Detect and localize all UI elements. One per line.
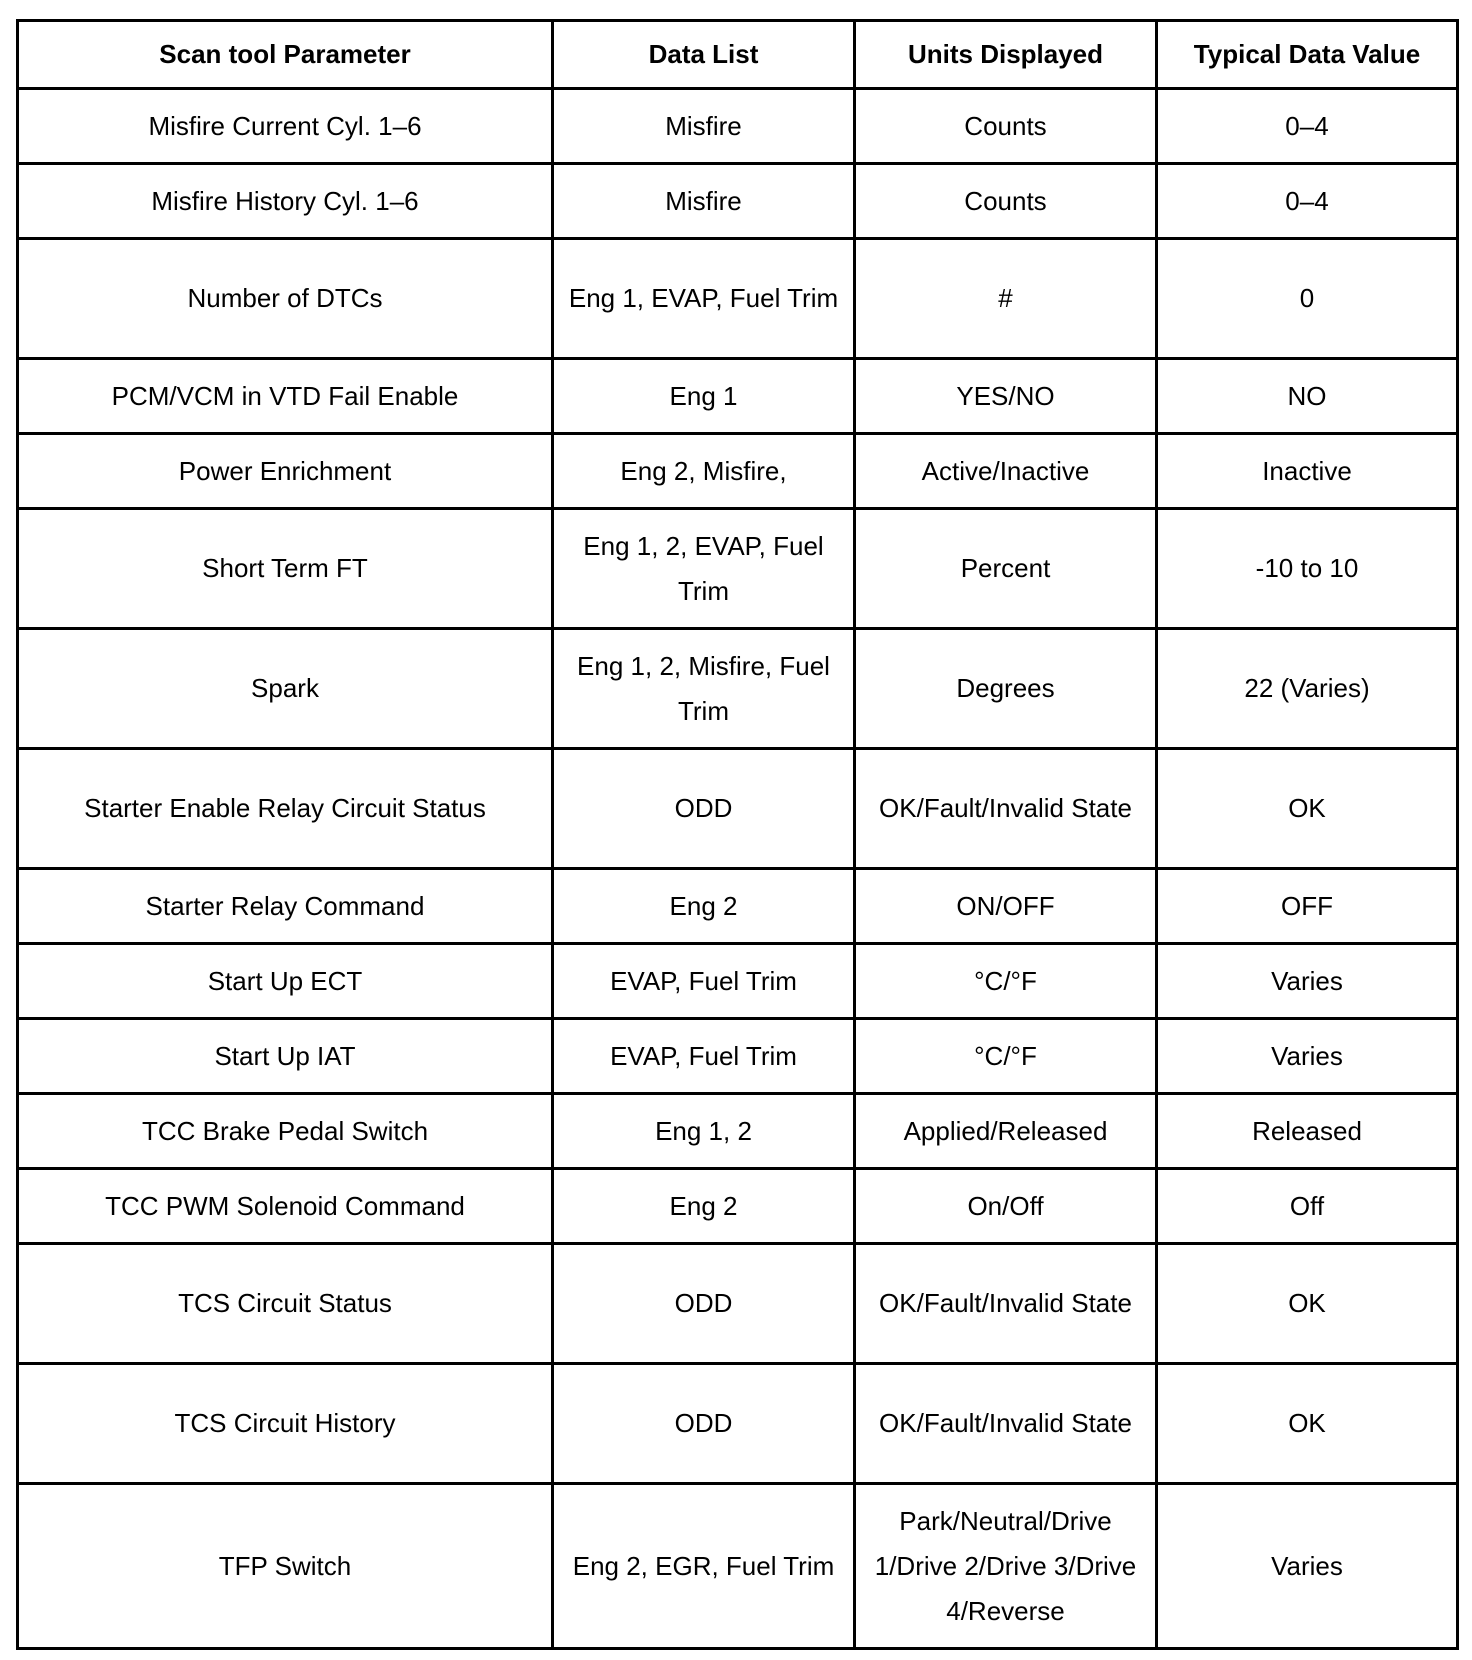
table-row <box>18 1169 1458 1244</box>
cell-parameter: Misfire Current Cyl. 1–6 <box>18 89 553 164</box>
header-scan-tool-parameter: Scan tool Parameter <box>18 21 553 89</box>
cell-units: Percent <box>855 509 1157 629</box>
table-row <box>18 629 1458 749</box>
cell-data-list: Eng 2 <box>553 1169 855 1244</box>
table-row <box>18 359 1458 434</box>
cell-typical-value: OFF <box>1157 869 1458 944</box>
cell-parameter: Start Up IAT <box>18 1019 553 1094</box>
cell-typical-value: Varies <box>1157 1019 1458 1094</box>
cell-typical-value: Varies <box>1157 1484 1458 1649</box>
table-row <box>18 509 1458 629</box>
cell-data-list: Misfire <box>553 89 855 164</box>
cell-data-list: EVAP, Fuel Trim <box>553 944 855 1019</box>
cell-typical-value: NO <box>1157 359 1458 434</box>
table-row <box>18 89 1458 164</box>
cell-parameter: TCS Circuit History <box>18 1364 553 1484</box>
cell-units: °C/°F <box>855 1019 1157 1094</box>
cell-typical-value: Released <box>1157 1094 1458 1169</box>
cell-data-list: Eng 2, EGR, Fuel Trim <box>553 1484 855 1649</box>
cell-parameter: Power Enrichment <box>18 434 553 509</box>
cell-units: OK/Fault/Invalid State <box>855 1364 1157 1484</box>
cell-parameter: TCC PWM Solenoid Command <box>18 1169 553 1244</box>
header-typical-data-value: Typical Data Value <box>1157 21 1458 89</box>
cell-typical-value: -10 to 10 <box>1157 509 1458 629</box>
cell-typical-value: 22 (Varies) <box>1157 629 1458 749</box>
cell-typical-value: 0–4 <box>1157 89 1458 164</box>
cell-typical-value: 0 <box>1157 239 1458 359</box>
cell-units: °C/°F <box>855 944 1157 1019</box>
cell-data-list: Misfire <box>553 164 855 239</box>
cell-typical-value: Varies <box>1157 944 1458 1019</box>
cell-parameter: Short Term FT <box>18 509 553 629</box>
cell-units: OK/Fault/Invalid State <box>855 749 1157 869</box>
cell-typical-value: OK <box>1157 749 1458 869</box>
table-row <box>18 1244 1458 1364</box>
cell-units: ON/OFF <box>855 869 1157 944</box>
cell-typical-value: 0–4 <box>1157 164 1458 239</box>
cell-units: YES/NO <box>855 359 1157 434</box>
cell-data-list: EVAP, Fuel Trim <box>553 1019 855 1094</box>
table-row <box>18 239 1458 359</box>
cell-parameter: Start Up ECT <box>18 944 553 1019</box>
cell-data-list: Eng 1, 2, Misfire, Fuel Trim <box>553 629 855 749</box>
header-data-list: Data List <box>553 21 855 89</box>
cell-parameter: PCM/VCM in VTD Fail Enable <box>18 359 553 434</box>
cell-data-list: ODD <box>553 1364 855 1484</box>
cell-parameter: Starter Enable Relay Circuit Status <box>18 749 553 869</box>
scan-tool-data-table <box>16 19 1459 1650</box>
cell-units: Counts <box>855 164 1157 239</box>
cell-data-list: Eng 1 <box>553 359 855 434</box>
cell-parameter: Spark <box>18 629 553 749</box>
cell-units: Applied/Released <box>855 1094 1157 1169</box>
table-row <box>18 1364 1458 1484</box>
header-row <box>18 21 1458 89</box>
cell-data-list: Eng 2 <box>553 869 855 944</box>
cell-data-list: Eng 1, EVAP, Fuel Trim <box>553 239 855 359</box>
cell-parameter: Misfire History Cyl. 1–6 <box>18 164 553 239</box>
table-row <box>18 164 1458 239</box>
cell-typical-value: OK <box>1157 1244 1458 1364</box>
cell-data-list: Eng 1, 2 <box>553 1094 855 1169</box>
cell-data-list: Eng 2, Misfire, <box>553 434 855 509</box>
header-units-displayed: Units Displayed <box>855 21 1157 89</box>
cell-units: On/Off <box>855 1169 1157 1244</box>
cell-parameter: TCS Circuit Status <box>18 1244 553 1364</box>
table-row <box>18 869 1458 944</box>
cell-typical-value: OK <box>1157 1364 1458 1484</box>
table-row <box>18 944 1458 1019</box>
cell-typical-value: Off <box>1157 1169 1458 1244</box>
cell-data-list: ODD <box>553 749 855 869</box>
cell-units: Active/Inactive <box>855 434 1157 509</box>
table-row <box>18 1484 1458 1649</box>
table-row <box>18 749 1458 869</box>
cell-units: Counts <box>855 89 1157 164</box>
cell-typical-value: Inactive <box>1157 434 1458 509</box>
cell-units: Park/Neutral/Drive 1/Drive 2/Drive 3/Drive 4/Reverse <box>855 1484 1157 1649</box>
cell-data-list: ODD <box>553 1244 855 1364</box>
cell-units: # <box>855 239 1157 359</box>
cell-parameter: TFP Switch <box>18 1484 553 1649</box>
cell-parameter: Starter Relay Command <box>18 869 553 944</box>
cell-parameter: Number of DTCs <box>18 239 553 359</box>
cell-units: Degrees <box>855 629 1157 749</box>
table-row <box>18 1019 1458 1094</box>
cell-data-list: Eng 1, 2, EVAP, Fuel Trim <box>553 509 855 629</box>
table-row <box>18 434 1458 509</box>
table-row <box>18 1094 1458 1169</box>
cell-units: OK/Fault/Invalid State <box>855 1244 1157 1364</box>
cell-parameter: TCC Brake Pedal Switch <box>18 1094 553 1169</box>
